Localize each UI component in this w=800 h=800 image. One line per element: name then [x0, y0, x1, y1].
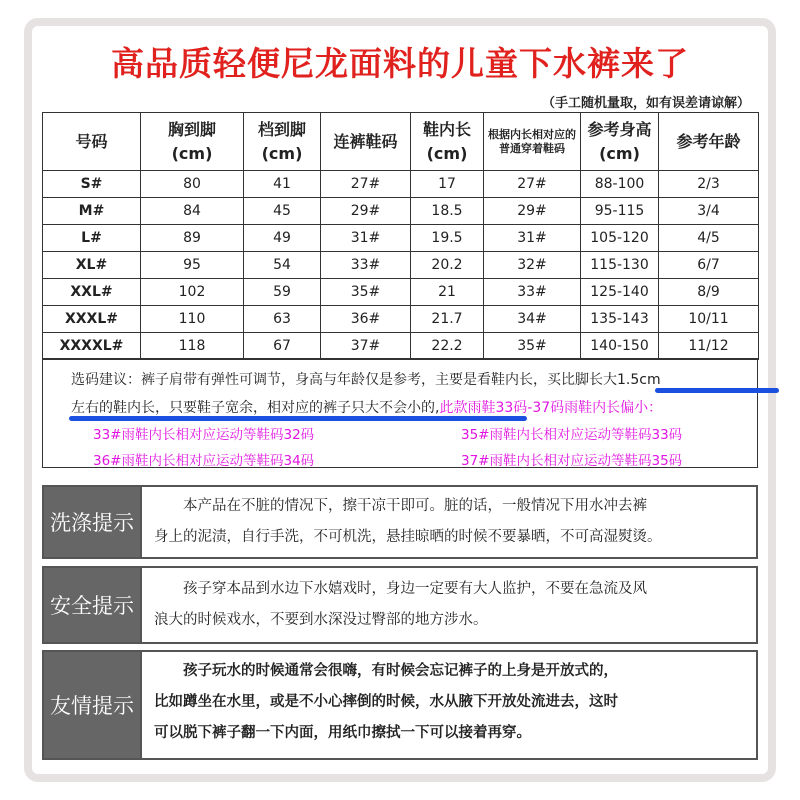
table-cell: 10/11: [659, 306, 759, 333]
header-label: 根据内长相对应的普通穿着鞋码: [488, 127, 576, 155]
size-note: 36#雨鞋内长相对应运动等鞋码34码: [93, 453, 315, 469]
table-cell: 2/3: [659, 171, 759, 198]
table-cell: 84: [141, 198, 244, 225]
table-cell: 125-140: [581, 279, 659, 306]
table-cell: 95: [141, 252, 244, 279]
size-cell: XL#: [43, 252, 141, 279]
advice-text: 左右的鞋内长，只要鞋子宽余，相对应的裤子只大不会小的,: [71, 400, 440, 416]
header-label: 参考身高: [587, 119, 652, 139]
size-cell: XXL#: [43, 279, 141, 306]
table-cell: 80: [141, 171, 244, 198]
advice-highlight: 买比脚长大1.5cm: [547, 372, 661, 388]
table-cell: 21.7: [411, 306, 484, 333]
table-cell: 105-120: [581, 225, 659, 252]
table-cell: 54: [244, 252, 321, 279]
table-cell: 27#: [321, 171, 411, 198]
column-header: [244, 113, 321, 171]
table-cell: 32#: [484, 252, 581, 279]
measurement-note: （手工随机量取，如有误差请谅解）: [541, 96, 750, 111]
tip-line: 孩子穿本品到水边下水嬉戏时，身边一定要有大人监护，不要在急流及风: [183, 581, 647, 597]
advice-warning: 此款雨鞋33码-37码雨鞋内长偏小：: [439, 400, 663, 416]
table-cell: 34#: [484, 306, 581, 333]
table-cell: 4/5: [659, 225, 759, 252]
column-header: [141, 113, 244, 171]
table-cell: 3/4: [659, 198, 759, 225]
table-row: [43, 198, 759, 225]
column-header: [411, 113, 484, 171]
table-cell: 49: [244, 225, 321, 252]
table-cell: 41: [244, 171, 321, 198]
size-cell: L#: [43, 225, 141, 252]
table-cell: 37#: [321, 333, 411, 360]
table-cell: 35#: [321, 279, 411, 306]
safety-tip: [42, 566, 758, 644]
table-cell: 67: [244, 333, 321, 360]
size-note: 33#雨鞋内长相对应运动等鞋码32码: [93, 427, 315, 443]
table-row: [43, 252, 759, 279]
header-label: 连裤鞋码: [333, 131, 398, 151]
column-header: [484, 113, 581, 171]
header-label: 档到脚: [257, 119, 306, 139]
table-cell: 31#: [321, 225, 411, 252]
header-label: 鞋内长: [422, 119, 471, 139]
tip-line: 孩子玩水的时候通常会很嗨，有时候会忘记裤子的上身是开放式的，: [183, 663, 618, 679]
table-row: [43, 225, 759, 252]
table-cell: 115-130: [581, 252, 659, 279]
table-cell: 6/7: [659, 252, 759, 279]
table-cell: 95-115: [581, 198, 659, 225]
header-unit: (cm): [171, 143, 213, 163]
table-cell: 33#: [484, 279, 581, 306]
page-title: 高品质轻便尼龙面料的儿童下水裤来了: [111, 44, 689, 83]
table-cell: 140-150: [581, 333, 659, 360]
column-header: [321, 113, 411, 171]
size-cell: XXXXL#: [43, 333, 141, 360]
table-cell: 29#: [321, 198, 411, 225]
table-cell: 18.5: [411, 198, 484, 225]
table-cell: 8/9: [659, 279, 759, 306]
column-header: [581, 113, 659, 171]
table-row: [43, 279, 759, 306]
column-header: [659, 113, 759, 171]
table-cell: 88-100: [581, 171, 659, 198]
table-cell: 31#: [484, 225, 581, 252]
friendly-tip: [42, 650, 758, 760]
table-cell: 45: [244, 198, 321, 225]
table-cell: 27#: [484, 171, 581, 198]
washing-tip: [42, 485, 758, 559]
tip-line: 比如蹲坐在水里，或是不小心摔倒的时候，水从腋下开放处流进去，这时: [154, 694, 618, 710]
tip-line: 本产品在不脏的情况下，擦干凉干即可。脏的话，一般情况下用水冲去裤: [183, 498, 647, 514]
table-row: [43, 171, 759, 198]
size-chart-table: [42, 112, 759, 360]
tip-line: 可以脱下裤子翻一下内面，用纸巾擦拭一下可以接着再穿。: [154, 725, 531, 741]
header-label: 参考年龄: [676, 131, 741, 151]
header-label: 号码: [75, 131, 108, 151]
table-cell: 63: [244, 306, 321, 333]
table-cell: 59: [244, 279, 321, 306]
table-cell: 11/12: [659, 333, 759, 360]
advice-text: 选码建议：裤子肩带有弹性可调节，身高与年龄仅是参考，主要是看鞋内长，: [71, 372, 547, 388]
tip-line: 浪大的时候戏水，不要到水深没过臀部的地方涉水。: [154, 612, 488, 628]
table-cell: 110: [141, 306, 244, 333]
table-cell: 29#: [484, 198, 581, 225]
size-note: 35#雨鞋内长相对应运动等鞋码33码: [461, 427, 683, 443]
size-cell: S#: [43, 171, 141, 198]
header-unit: (cm): [261, 143, 303, 163]
table-cell: 135-143: [581, 306, 659, 333]
header-unit: (cm): [426, 143, 468, 163]
table-cell: 20.2: [411, 252, 484, 279]
underline-mark: [655, 388, 779, 393]
column-header: [43, 113, 141, 171]
underline-mark: [69, 416, 527, 421]
tip-label: 洗涤提示: [44, 487, 142, 557]
table-cell: 22.2: [411, 333, 484, 360]
table-cell: 102: [141, 279, 244, 306]
tip-line: 身上的泥渍，自行手洗，不可机洗，悬挂晾晒的时候不要暴晒，不可高湿熨烫。: [154, 529, 662, 545]
size-cell: XXXL#: [43, 306, 141, 333]
table-cell: 89: [141, 225, 244, 252]
tip-label: 安全提示: [44, 568, 142, 642]
table-row: [43, 306, 759, 333]
size-advice: [42, 358, 758, 468]
table-row: [43, 333, 759, 360]
table-cell: 36#: [321, 306, 411, 333]
tip-label: 友情提示: [44, 652, 142, 758]
header-unit: (cm): [599, 143, 640, 163]
table-cell: 19.5: [411, 225, 484, 252]
size-cell: M#: [43, 198, 141, 225]
table-cell: 33#: [321, 252, 411, 279]
size-note: 37#雨鞋内长相对应运动等鞋码35码: [461, 453, 683, 469]
header-label: 胸到脚: [167, 119, 216, 139]
table-cell: 118: [141, 333, 244, 360]
table-cell: 35#: [484, 333, 581, 360]
table-cell: 17: [411, 171, 484, 198]
table-cell: 21: [411, 279, 484, 306]
